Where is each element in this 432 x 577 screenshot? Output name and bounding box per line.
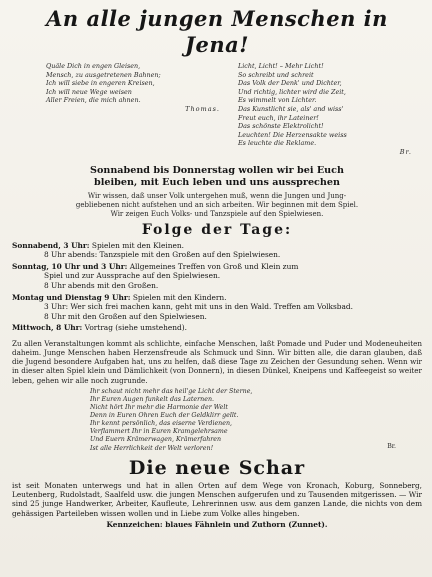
- announcement-line: Sonnabend bis Donnerstag wollen wir bei Euch: [90, 164, 344, 176]
- poem-left: [12, 62, 230, 157]
- schedule-subline: 8 Uhr abends: Tanzspiele mit den Großen auf den Spielwiesen.: [44, 250, 281, 260]
- schedule-subline: 8 Uhr mit den Großen auf den Spielwiesen.: [44, 311, 207, 321]
- poem-line: Es leuchte die Reklame.: [238, 139, 317, 148]
- poem-line: Leuchten! Die Herzensakte weiss: [238, 130, 347, 139]
- poem-line: Das Volk der Denk' und Dichter,: [238, 79, 342, 88]
- schedule-entry: [12, 323, 422, 333]
- poem-line: Das schönste Elektrolicht!: [238, 122, 324, 131]
- schar-paragraph: ist seit Monaten unterwegs und hat in allen Orten auf dem Wege von Kronach, Koburg, Sonneberg, Leutenberg, Rudolstadt, Saalfeld usw. die jungen Menschen aufgerufen und zu Tausenden mitgerissen. — Wir sind 25 junge Handwerker, Arbeiter, Kaufleute, Lehrerinnen usw. aus dem ganzen Lande, die nichts von dem gehässigen Parteileben wissen wollen und in Liebe zum Volke alles hingeben.: [12, 480, 422, 518]
- headline: An alle jungen Menschen in Jena!: [46, 6, 388, 57]
- intro-line: Wir zeigen Euch Volks- und Tanzspiele auf den Spielwiesen.: [110, 209, 324, 218]
- poem-line: Mensch, zu ausgetretenen Bahnen;: [46, 70, 161, 79]
- verse-line: Ihr kennt persönlich, das eiserne Verdienen,: [90, 420, 233, 428]
- poem-line: Licht, Licht! – Mehr Licht!: [238, 62, 324, 70]
- verse-line: Ihr Euren Augen funkelt das Laternen.: [90, 395, 215, 403]
- schedule-text: Spielen mit den Kindern.: [132, 292, 227, 302]
- intro-paragraph: [12, 192, 422, 219]
- announcement: [12, 165, 422, 189]
- schedule-subline: 3 Uhr: Wer sich frei machen kann, geht mit uns in den Wald. Treffen am Volksbad.: [44, 302, 353, 312]
- poem-line: Quäle Dich in engen Gleisen,: [46, 62, 141, 70]
- verse-line: Ist alle Herrlichkeit der Welt verloren!: [90, 444, 214, 452]
- poem-line: Freut euch, ihr Lateiner!: [238, 113, 319, 122]
- closing-verse: [12, 388, 422, 453]
- program-schedule: [12, 241, 422, 333]
- poem-line: Ich will siebe in engeren Kreisen,: [46, 79, 155, 88]
- opening-poems: [12, 62, 422, 157]
- schedule-entry: [12, 241, 422, 260]
- schedule-text: Vortrag (siehe umstehend).: [84, 323, 187, 333]
- schedule-day: Sonntag, 10 Uhr und 3 Uhr:: [12, 261, 128, 271]
- schedule-day: Mittwoch, 8 Uhr:: [12, 323, 83, 333]
- verse-line: Verflammert Ihr in Euren Kramgelehrsame: [90, 428, 228, 436]
- schedule-subline: 8 Uhr abends mit den Großen.: [44, 280, 159, 290]
- schedule-text: Spielen mit den Kleinen.: [91, 240, 185, 250]
- verse-author: Br.: [387, 442, 396, 450]
- poem-right: [230, 62, 422, 157]
- schedule-text: Allgemeines Treffen von Groß und Klein zum: [129, 261, 299, 271]
- poem-line: Es wimmelt von Lichter.: [238, 96, 317, 105]
- poem-line: Ich will neue Wege weisen: [46, 87, 132, 96]
- contact-line: Kennzeichen: blaues Fähnlein und Zuthorn (Zunnet).: [106, 520, 328, 530]
- program-title: Folge der Tage:: [141, 221, 293, 238]
- schedule-day: Montag und Dienstag 9 Uhr:: [12, 292, 131, 302]
- intro-line: gebliebenen nicht aufstehen und an sich arbeiten. Wir beginnen mit dem Spiel.: [75, 200, 359, 209]
- schedule-entry: [12, 262, 422, 291]
- schedule-day: Sonnabend, 3 Uhr:: [12, 240, 90, 250]
- schedule-entry: [12, 293, 422, 322]
- verse-line: Denn in Euren Ohren Euch der Geldklirr gellt.: [90, 412, 239, 420]
- body-paragraph: Zu allen Veranstaltungen kommt als schlichte, einfache Menschen, laßt Pomade und Puder und Modeneuheiten daheim. Junge Menschen haben Herzensfreude als Schmuck und Sinn. Wir bitten alle, die daran glauben, daß die Jugend besondere Aufgaben hat, uns zu helfen, daß diese Tage zu Zeichen der Gesundung sehen. Wenn wir in dieser alten Spiel klein und Dämlichkeit (von Donnern), in diesen Dünkel, Kneipens und Kaffeegeist so weiter leben, gehen wir alle noch zugrunde.: [12, 338, 422, 385]
- schedule-subline: Spiel und zur Aussprache auf den Spielwiesen.: [44, 271, 221, 281]
- verse-line: Ihr schaut nicht mehr das heil'ge Licht der Sterne,: [90, 387, 253, 395]
- schar-title: Die neue Schar: [128, 456, 306, 479]
- intro-line: Wir wissen, daß unser Volk untergehen muß, wenn die Jungen und Jung-: [87, 191, 347, 200]
- verse-line: Und Euern Krämerwagen, Krämerfahren: [90, 436, 222, 444]
- verse-line: Nicht hört Ihr mehr die Harmonie der Welt: [90, 404, 228, 412]
- poem-line: Das Kunstlicht sie, als' and wiss': [238, 104, 344, 113]
- poem-line: Aller Freien, die mich ahnen.: [46, 96, 141, 105]
- poem-line: Und richtig, lichter wird die Zeit,: [238, 87, 346, 96]
- poem-line: So schreibt und schreit: [238, 70, 314, 79]
- announcement-line: bleiben, mit Euch leben und uns aussprechen: [94, 176, 340, 188]
- poem-right-author: Br.: [399, 147, 412, 156]
- poem-left-author: Thomas.: [185, 104, 220, 113]
